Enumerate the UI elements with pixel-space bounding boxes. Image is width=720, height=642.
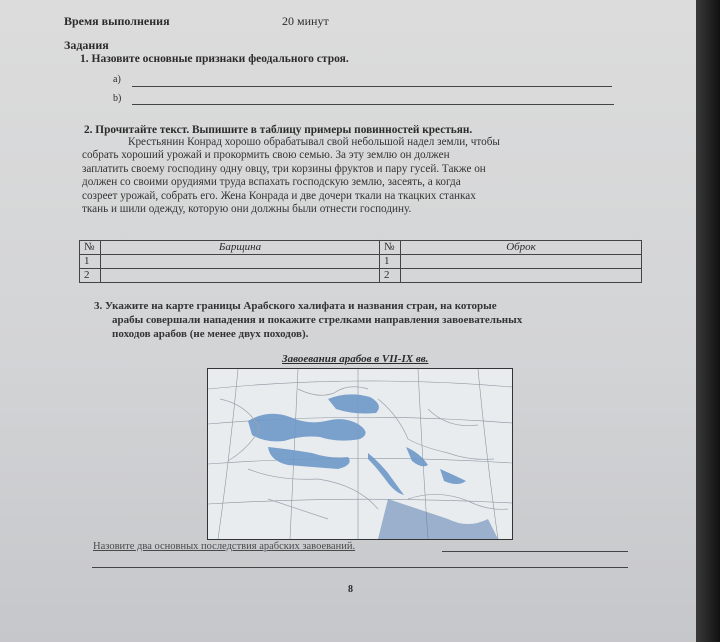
time-value: 20 минут bbox=[282, 14, 329, 28]
table-cell: 1 bbox=[380, 255, 401, 269]
task2-text-line: Крестьянин Конрад хорошо обрабатывал свой небольшой надел земли, чтобы bbox=[128, 136, 500, 148]
task2-text-line: должен со своими орудиями труда вспахать господскую землю, засеять, а когда bbox=[82, 176, 461, 189]
task1-question: 1. Назовите основные признаки феодального строя. bbox=[80, 53, 349, 65]
table-cell-input[interactable] bbox=[401, 255, 642, 269]
consequences-answer-line-2[interactable] bbox=[92, 567, 628, 568]
table-cell: 2 bbox=[80, 269, 101, 283]
map-title: Завоевания арабов в VII-IX вв. bbox=[282, 353, 429, 365]
time-label: Время выполнения bbox=[64, 14, 170, 28]
table-header-cell: № bbox=[80, 241, 101, 255]
background-edge bbox=[696, 0, 720, 642]
task2-question: 2. Прочитайте текст. Выпишите в таблицу примеры повинностей крестьян. bbox=[84, 124, 473, 136]
table-header-cell: Оброк bbox=[401, 241, 642, 255]
page-number: 8 bbox=[348, 584, 353, 595]
table-cell-input[interactable] bbox=[101, 255, 380, 269]
task3-question bbox=[94, 300, 522, 341]
task3-question-line: 3. Укажите на карте границы Арабского халифата и названия стран, на которые bbox=[94, 300, 497, 312]
table-cell: 2 bbox=[380, 269, 401, 283]
table-row bbox=[80, 269, 642, 283]
table-row bbox=[80, 255, 642, 269]
task1-answer-b-line[interactable] bbox=[132, 104, 614, 105]
map-image[interactable] bbox=[207, 368, 513, 540]
table-cell-input[interactable] bbox=[101, 269, 380, 283]
consequences-answer-line-1[interactable] bbox=[442, 551, 628, 552]
task1-answer-a-line[interactable] bbox=[132, 86, 612, 87]
tasks-heading: Задания bbox=[64, 38, 109, 52]
table-header-cell: Барщина bbox=[101, 241, 380, 255]
task2-text-line: заплатить своему господину одну овцу, три корзины фруктов и пару гусей. Также он bbox=[82, 162, 486, 175]
task2-text-line: ткань и шили одежду, которую они должны были отнести господину. bbox=[82, 203, 412, 216]
map-graphic bbox=[208, 369, 512, 539]
task3-question-line: походов арабов (не менее двух походов). bbox=[112, 327, 309, 340]
task2-text bbox=[82, 136, 648, 216]
duties-table bbox=[79, 240, 642, 283]
table-cell: 1 bbox=[80, 255, 101, 269]
task2-text-line: созреет урожай, собрать его. Жена Конрада и две дочери ткали на ткацких станках bbox=[82, 189, 476, 202]
task3-question-line: арабы совершали нападения и покажите стрелками направления завоевательных bbox=[112, 313, 523, 326]
consequences-prompt: Назовите два основных последствия арабских завоеваний. bbox=[93, 541, 356, 552]
table-cell-input[interactable] bbox=[401, 269, 642, 283]
task1-answer-b-label: b) bbox=[113, 93, 122, 104]
task2-text-line: собрать хороший урожай и прокормить свою семью. За эту землю он должен bbox=[82, 149, 450, 162]
table-header-cell: № bbox=[380, 241, 401, 255]
task1-answer-a-label: a) bbox=[113, 74, 121, 85]
table-header-row bbox=[80, 241, 642, 255]
